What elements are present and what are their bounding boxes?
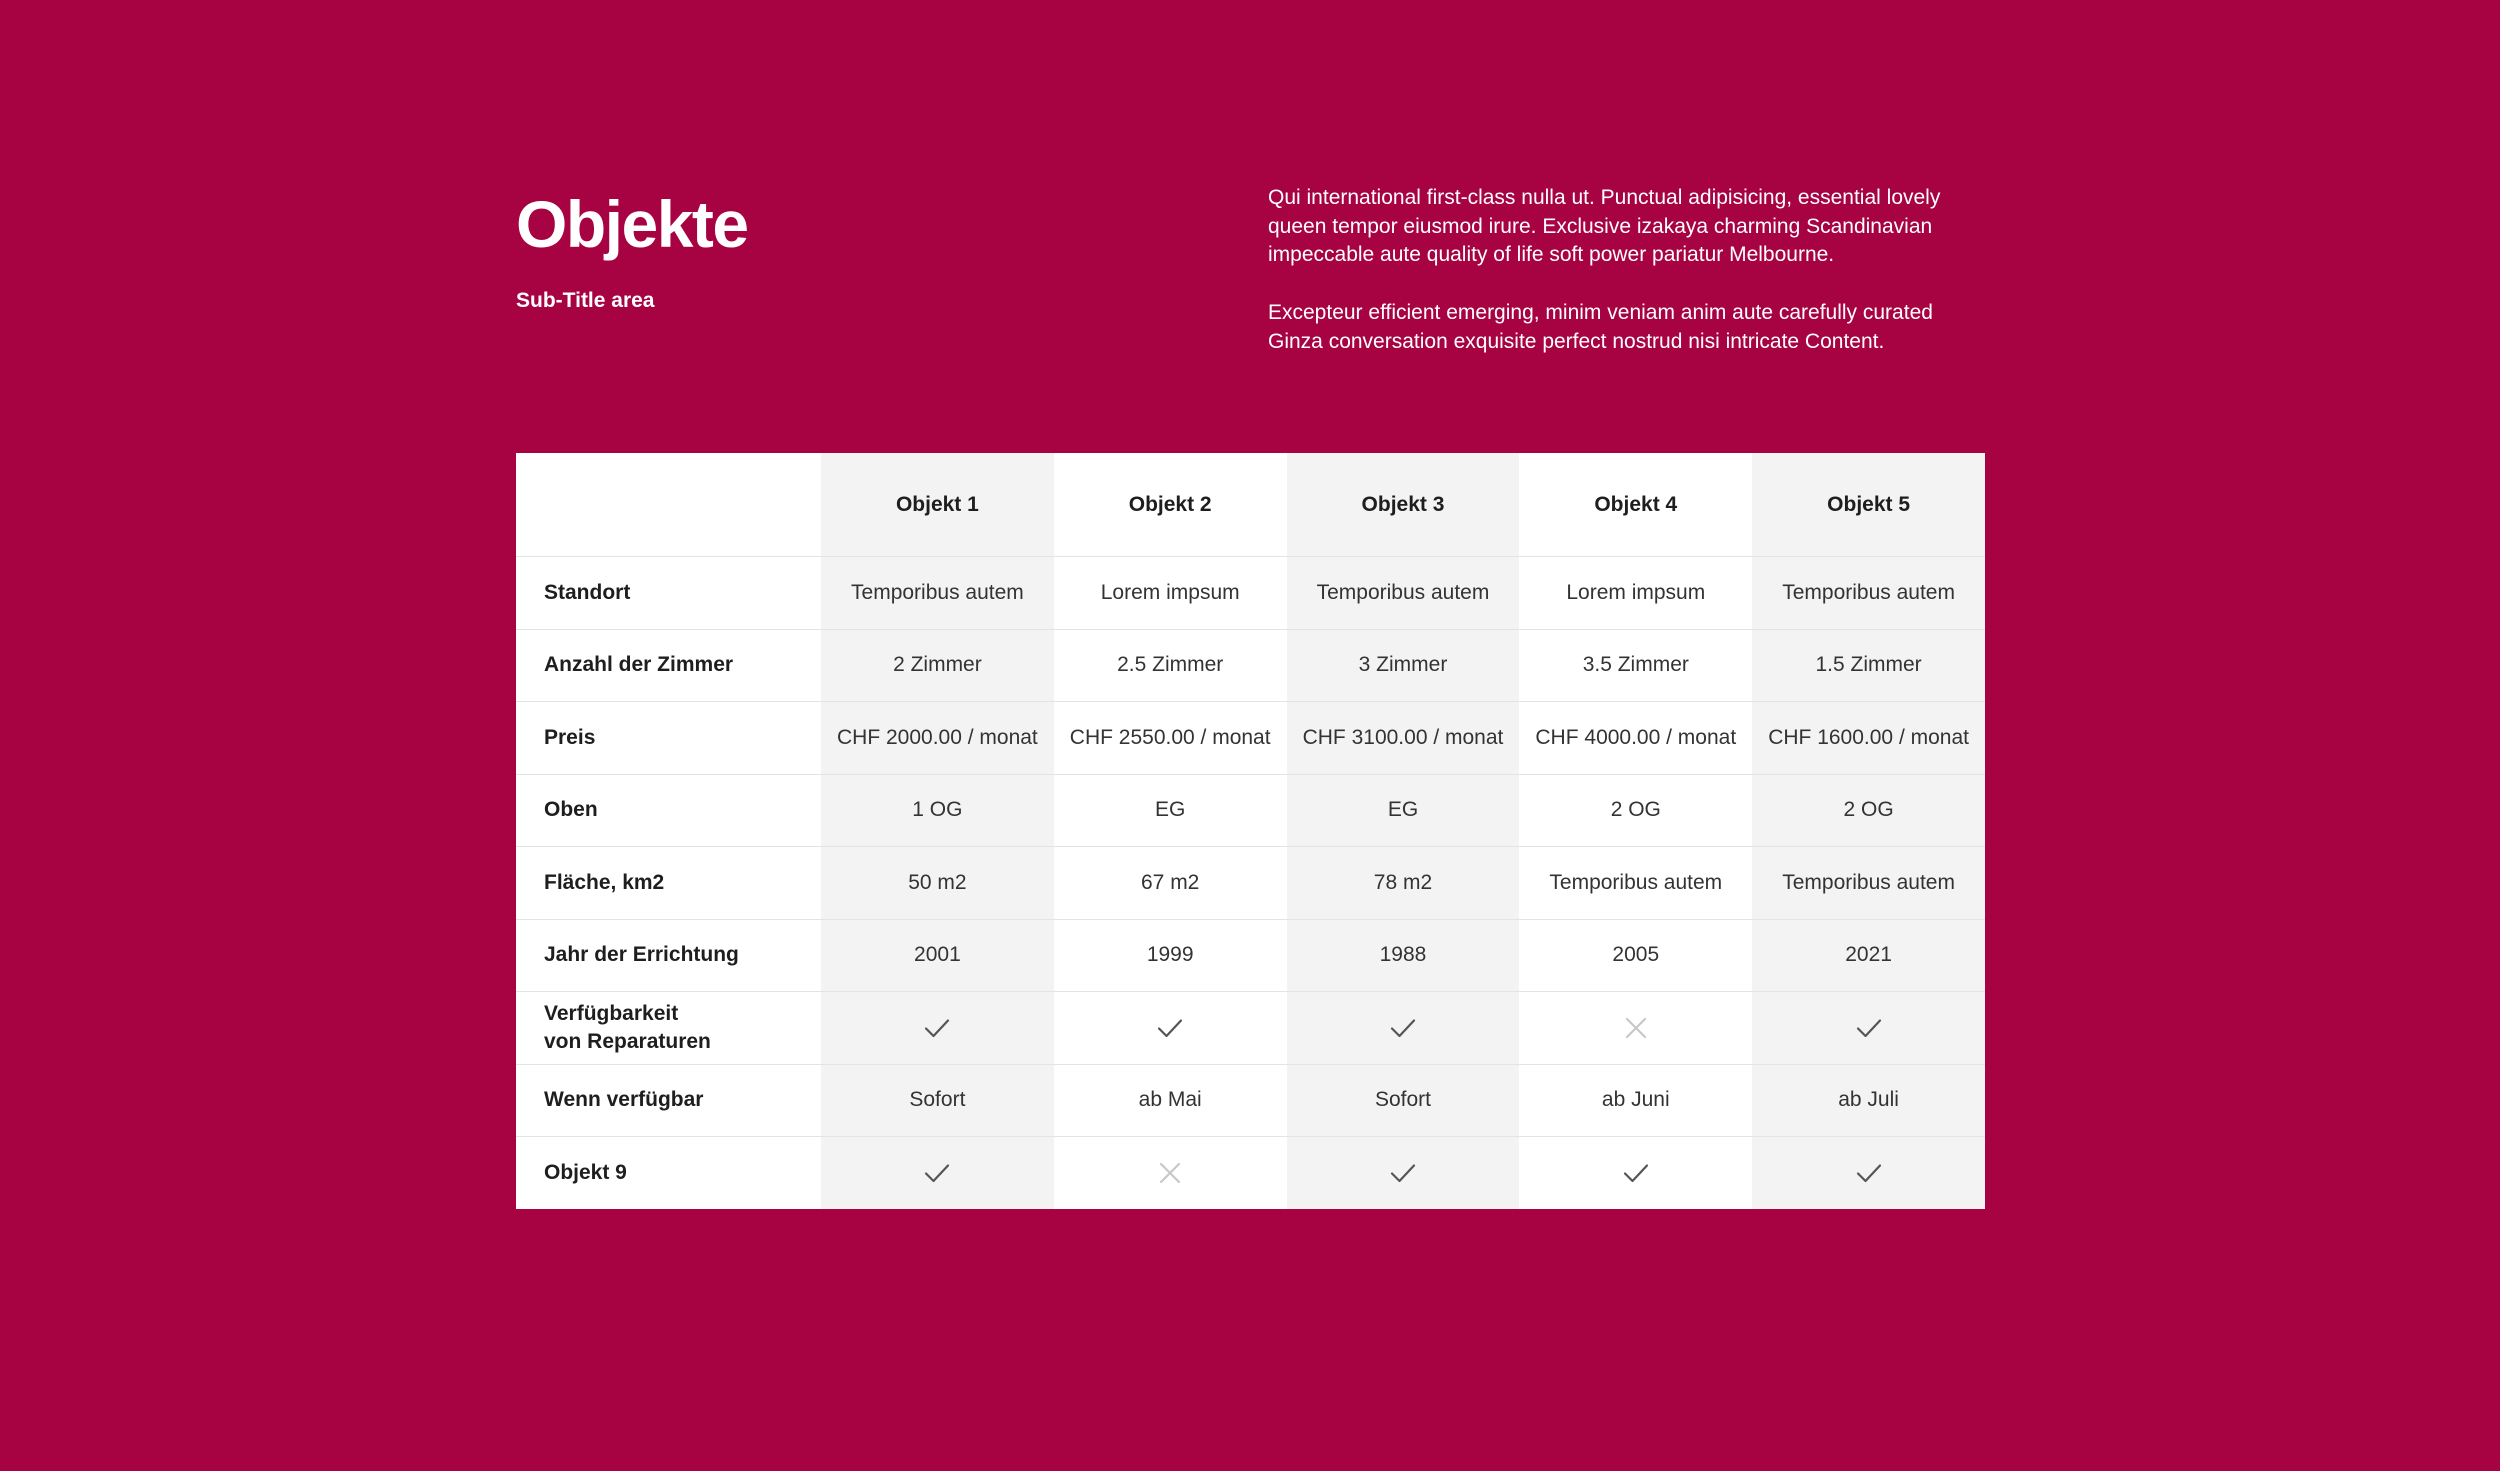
comparison-table	[516, 453, 1985, 1209]
table-cell: 2 OG	[1519, 774, 1752, 847]
row-label-text: von Reparaturen	[544, 1029, 711, 1053]
row-label-text: Fläche, km2	[544, 870, 665, 894]
intro-text	[1268, 184, 1988, 385]
table-cell	[1287, 992, 1520, 1065]
table-cell	[821, 992, 1054, 1065]
page-title: Objekte	[516, 187, 748, 261]
table-cell: 1999	[1054, 919, 1287, 992]
row-label-text: Wenn verfügbar	[544, 1088, 704, 1112]
table-cell: Sofort	[821, 1064, 1054, 1137]
check-icon	[1855, 1014, 1883, 1042]
table-cell: ab Mai	[1054, 1064, 1287, 1137]
table-cell: Temporibus autem	[1752, 847, 1985, 920]
row-label-text: Anzahl der Zimmer	[544, 653, 734, 677]
table-cell: EG	[1054, 774, 1287, 847]
row-label-text: Standort	[544, 580, 631, 604]
row-label-text: Oben	[544, 798, 598, 822]
table-row	[516, 992, 1985, 1065]
table-cell	[1519, 992, 1752, 1065]
table-cell: CHF 2000.00 / monat	[821, 702, 1054, 775]
column-header: Objekt 4	[1519, 453, 1752, 557]
header	[516, 186, 748, 314]
table-cell: CHF 1600.00 / monat	[1752, 702, 1985, 775]
row-label	[516, 1064, 821, 1137]
check-icon	[1389, 1014, 1417, 1042]
table-cell	[1752, 992, 1985, 1065]
table-cell	[1519, 1137, 1752, 1209]
check-icon	[1156, 1014, 1184, 1042]
table-cell: 3 Zimmer	[1287, 629, 1520, 702]
table-cell: Lorem impsum	[1519, 557, 1752, 630]
table-row	[516, 774, 1985, 847]
row-label	[516, 557, 821, 630]
check-icon	[1855, 1159, 1883, 1187]
table-cell	[1752, 1137, 1985, 1209]
table-cell: ab Juni	[1519, 1064, 1752, 1137]
check-icon	[923, 1159, 951, 1187]
table-cell	[1054, 1137, 1287, 1209]
table-cell: Temporibus autem	[1752, 557, 1985, 630]
row-label	[516, 992, 821, 1065]
table-cell: 2.5 Zimmer	[1054, 629, 1287, 702]
table-cell: Lorem impsum	[1054, 557, 1287, 630]
table-cell: CHF 3100.00 / monat	[1287, 702, 1520, 775]
table-row	[516, 847, 1985, 920]
header-corner	[516, 453, 821, 557]
column-header: Objekt 1	[821, 453, 1054, 557]
row-label	[516, 774, 821, 847]
table-cell: 78 m2	[1287, 847, 1520, 920]
table-cell: Temporibus autem	[821, 557, 1054, 630]
table-row	[516, 557, 1985, 630]
table-cell: 1.5 Zimmer	[1752, 629, 1985, 702]
row-label	[516, 702, 821, 775]
table-cell: Temporibus autem	[1519, 847, 1752, 920]
row-label	[516, 919, 821, 992]
table-cell: Temporibus autem	[1287, 557, 1520, 630]
table-cell: EG	[1287, 774, 1520, 847]
check-icon	[1622, 1159, 1650, 1187]
table-cell	[1054, 992, 1287, 1065]
table-row	[516, 629, 1985, 702]
row-label	[516, 1137, 821, 1209]
row-label	[516, 629, 821, 702]
table-cell: 1988	[1287, 919, 1520, 992]
table-cell	[1287, 1137, 1520, 1209]
table-cell: ab Juli	[1752, 1064, 1985, 1137]
check-icon	[923, 1014, 951, 1042]
table-cell: 2005	[1519, 919, 1752, 992]
row-label	[516, 847, 821, 920]
row-label-text: Verfügbarkeit	[544, 1001, 679, 1025]
row-label-text: Preis	[544, 725, 596, 749]
table-cell: 2 OG	[1752, 774, 1985, 847]
table-cell: Sofort	[1287, 1064, 1520, 1137]
column-header: Objekt 5	[1752, 453, 1985, 557]
table-row	[516, 1137, 1985, 1209]
table-cell: 50 m2	[821, 847, 1054, 920]
row-label-text: Objekt 9	[544, 1160, 627, 1184]
table-cell: 3.5 Zimmer	[1519, 629, 1752, 702]
page-subtitle: Sub-Title area	[516, 289, 655, 312]
check-icon	[1389, 1159, 1417, 1187]
cross-icon	[1156, 1159, 1184, 1187]
intro-paragraph: Excepteur efficient emerging, minim veniam anim aute carefully curated Ginza conversation exquisite perfect nostrud nisi intricate Content.	[1268, 300, 1933, 353]
intro-paragraph: Qui international first-class nulla ut. Punctual adipisicing, essential lovely queen tempor eiusmod irure. Exclusive izakaya charming Scandinavian impeccable aute quality of life soft power pariatur Melbourne.	[1268, 186, 1941, 267]
table-row	[516, 1064, 1985, 1137]
column-header: Objekt 3	[1287, 453, 1520, 557]
table-cell: 2 Zimmer	[821, 629, 1054, 702]
table-cell: 67 m2	[1054, 847, 1287, 920]
table-cell: 2021	[1752, 919, 1985, 992]
column-header: Objekt 2	[1054, 453, 1287, 557]
cross-icon	[1622, 1014, 1650, 1042]
table-row	[516, 702, 1985, 775]
row-label-text: Jahr der Errichtung	[544, 943, 739, 967]
table-cell: CHF 2550.00 / monat	[1054, 702, 1287, 775]
table-cell: 1 OG	[821, 774, 1054, 847]
table-cell: 2001	[821, 919, 1054, 992]
table-cell: CHF 4000.00 / monat	[1519, 702, 1752, 775]
table-cell	[821, 1137, 1054, 1209]
table-row	[516, 919, 1985, 992]
table-header-row	[516, 453, 1985, 557]
